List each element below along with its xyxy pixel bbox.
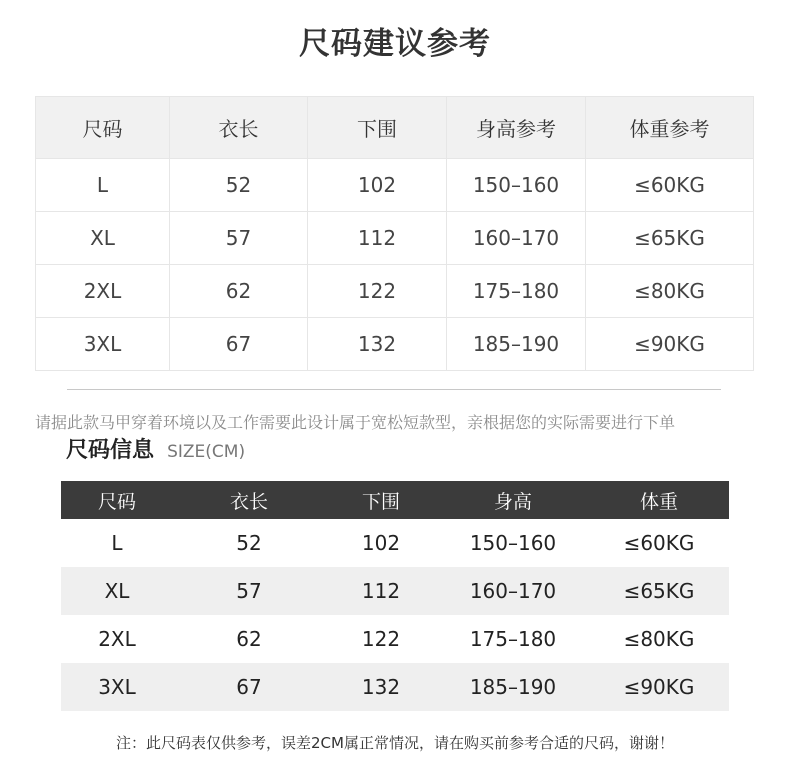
header-length: 衣长 bbox=[170, 97, 308, 159]
cell-size: XL bbox=[36, 212, 170, 265]
header-weight: 体重 bbox=[589, 481, 729, 519]
cell-height: 185–190 bbox=[437, 663, 589, 711]
cell-length: 52 bbox=[170, 159, 308, 212]
cell-length: 67 bbox=[170, 318, 308, 371]
cell-length: 62 bbox=[170, 265, 308, 318]
table-row bbox=[36, 212, 754, 265]
section-title: 尺码信息 bbox=[66, 438, 155, 463]
cell-height: 175–180 bbox=[447, 265, 586, 318]
cell-height: 150–160 bbox=[469, 531, 557, 555]
cell-hem: 112 bbox=[325, 567, 437, 615]
cell-length: 67 bbox=[173, 663, 325, 711]
table-row bbox=[61, 663, 729, 711]
section-heading bbox=[66, 433, 245, 464]
cell-length: 52 bbox=[236, 531, 262, 555]
cell-hem: 132 bbox=[308, 318, 447, 371]
cell-weight: ≤90KG bbox=[586, 318, 754, 371]
cell-size: L bbox=[111, 531, 123, 555]
cell-length: 57 bbox=[170, 212, 308, 265]
disclaimer-note: 注：此尺码表仅供参考，误差2CM属正常情况，请在购买前参考合适的尺码，谢谢！ bbox=[116, 734, 674, 752]
table-row bbox=[61, 519, 729, 567]
cell-size: 3XL bbox=[61, 663, 173, 711]
cell-size: L bbox=[36, 159, 170, 212]
cell-size: 2XL bbox=[36, 265, 170, 318]
cell-hem: 112 bbox=[308, 212, 447, 265]
section-subtitle: SIZE(CM) bbox=[167, 442, 246, 462]
cell-size: 3XL bbox=[36, 318, 170, 371]
cell-hem: 132 bbox=[325, 663, 437, 711]
table-header-row bbox=[36, 97, 754, 159]
header-height: 身高参考 bbox=[447, 97, 586, 159]
cell-weight: ≤80KG bbox=[586, 265, 754, 318]
size-info-table bbox=[61, 481, 729, 711]
cell-height: 175–180 bbox=[469, 627, 557, 651]
table-row bbox=[36, 265, 754, 318]
cell-hem: 122 bbox=[308, 265, 447, 318]
fit-note: 请据此款马甲穿着环境以及工作需要此设计属于宽松短款型，亲根据您的实际需要进行下单 bbox=[35, 413, 676, 432]
cell-hem: 102 bbox=[361, 531, 401, 555]
header-hem: 下围 bbox=[308, 97, 447, 159]
size-reference-table bbox=[35, 96, 754, 371]
header-size: 尺码 bbox=[61, 481, 173, 519]
table-header-row bbox=[61, 481, 729, 519]
header-length: 衣长 bbox=[173, 481, 325, 519]
cell-hem: 122 bbox=[361, 627, 401, 651]
cell-hem: 102 bbox=[308, 159, 447, 212]
cell-height: 150–160 bbox=[447, 159, 586, 212]
cell-size: 2XL bbox=[98, 627, 136, 651]
page-title: 尺码建议参考 bbox=[299, 26, 491, 62]
cell-weight: ≤90KG bbox=[589, 663, 729, 711]
cell-height: 160–170 bbox=[437, 567, 589, 615]
table-row bbox=[36, 318, 754, 371]
cell-size: XL bbox=[61, 567, 173, 615]
cell-weight: ≤65KG bbox=[589, 567, 729, 615]
table-row bbox=[36, 159, 754, 212]
cell-length: 57 bbox=[173, 567, 325, 615]
cell-height: 160–170 bbox=[447, 212, 586, 265]
header-height: 身高 bbox=[437, 481, 589, 519]
header-hem: 下围 bbox=[325, 481, 437, 519]
cell-weight: ≤65KG bbox=[586, 212, 754, 265]
table-row bbox=[61, 567, 729, 615]
cell-length: 62 bbox=[236, 627, 262, 651]
header-size: 尺码 bbox=[36, 97, 170, 159]
table-row bbox=[61, 615, 729, 663]
cell-weight: ≤60KG bbox=[586, 159, 754, 212]
header-weight: 体重参考 bbox=[586, 97, 754, 159]
divider bbox=[67, 389, 721, 390]
cell-weight: ≤60KG bbox=[623, 531, 695, 555]
cell-weight: ≤80KG bbox=[623, 627, 695, 651]
cell-height: 185–190 bbox=[447, 318, 586, 371]
